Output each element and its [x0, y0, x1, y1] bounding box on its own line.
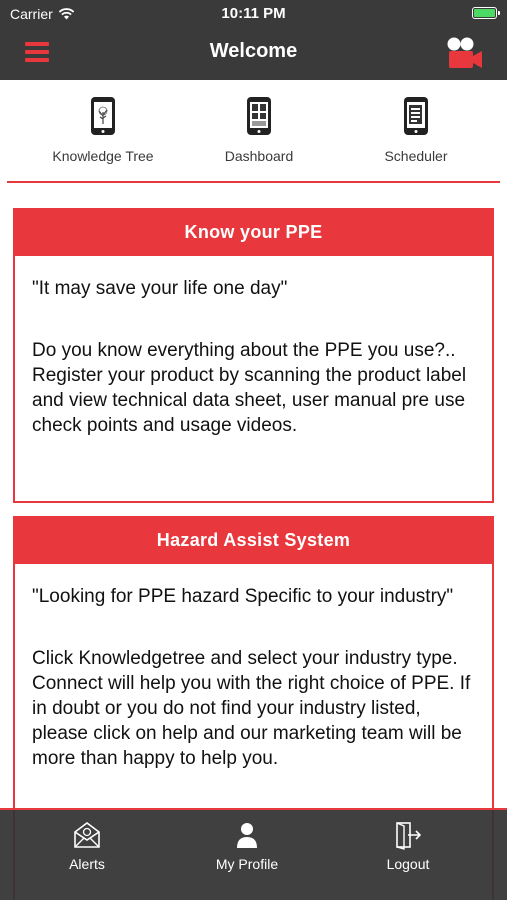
quick-link-knowledge-tree[interactable]	[28, 96, 178, 164]
card-body	[15, 256, 492, 438]
quick-links-divider	[7, 181, 500, 183]
quick-link-scheduler[interactable]	[341, 96, 491, 164]
quick-link-dashboard[interactable]	[184, 96, 334, 164]
battery-icon	[472, 7, 497, 19]
status-time: 10:11 PM	[221, 5, 286, 22]
tab-label: My Profile	[215, 856, 279, 872]
status-bar	[0, 0, 507, 26]
tab-label: Alerts	[69, 856, 105, 872]
tab-logout[interactable]	[348, 820, 468, 872]
card-title: Hazard Assist System	[15, 516, 492, 564]
card-description: Click Knowledgetree and select your industry type. Connect will help you with the right choice of PPE. If in doubt or you do not find your industry listed, please click on help and our marketing team will be more than happy to help you.	[32, 648, 471, 769]
know-your-ppe-card[interactable]	[13, 208, 494, 503]
bottom-tab-bar	[0, 808, 507, 900]
quick-link-label: Dashboard	[224, 148, 294, 164]
quick-links	[0, 80, 507, 182]
phone-tree-icon	[90, 96, 116, 136]
card-title: Know your PPE	[15, 208, 492, 256]
tab-alerts[interactable]	[27, 820, 147, 872]
card-quote: "Looking for PPE hazard Specific to your industry"	[32, 586, 454, 607]
envelope-alert-icon	[72, 820, 102, 850]
tab-my-profile[interactable]	[187, 820, 307, 872]
video-camera-icon[interactable]	[446, 36, 484, 70]
card-description: Do you know everything about the PPE you use?.. Register your product by scanning the product label and view technical data sheet, user manual pre use check points and usage videos.	[32, 340, 467, 436]
card-body	[15, 564, 492, 771]
card-quote: "It may save your life one day"	[32, 278, 288, 299]
phone-scheduler-icon	[403, 96, 429, 136]
carrier-label: Carrier	[10, 6, 53, 22]
tab-label: Logout	[386, 856, 430, 872]
navigation-bar	[0, 26, 507, 80]
logout-door-icon	[393, 820, 423, 850]
quick-link-label: Scheduler	[384, 148, 448, 164]
quick-link-label: Knowledge Tree	[52, 148, 154, 164]
user-profile-icon	[232, 820, 262, 850]
page-title: Welcome	[209, 40, 298, 62]
phone-dashboard-icon	[246, 96, 272, 136]
